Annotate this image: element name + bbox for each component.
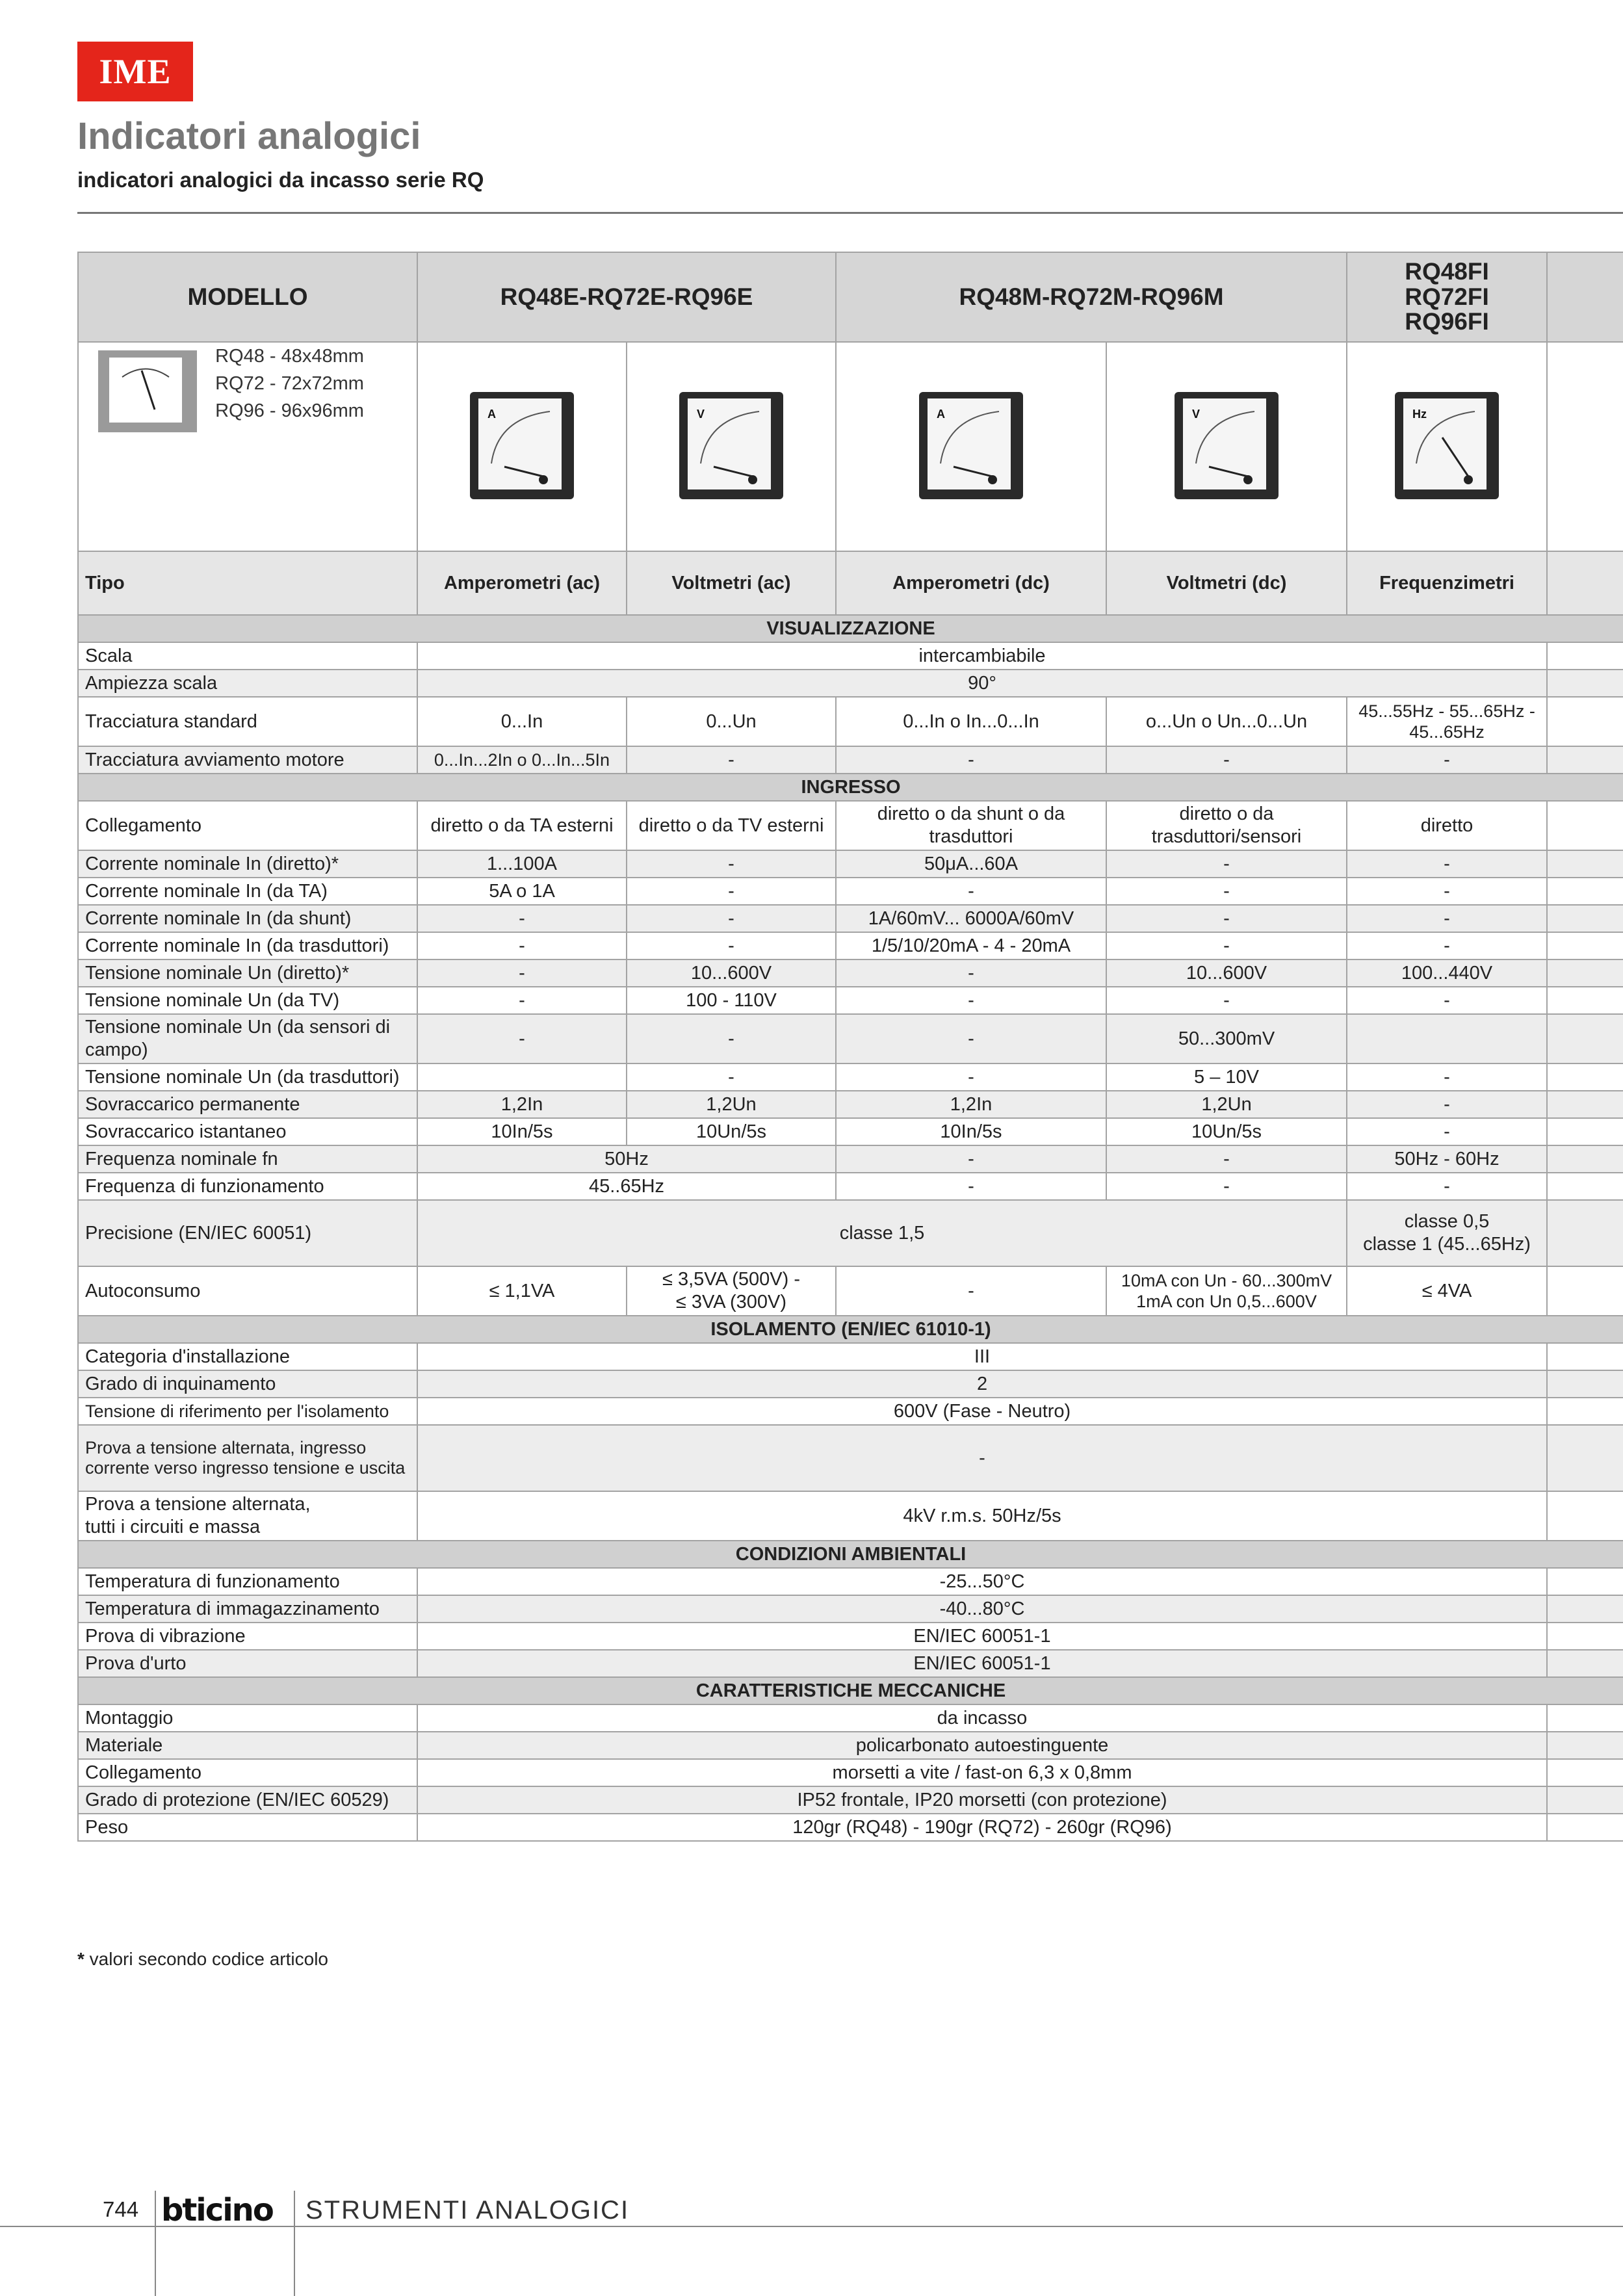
- empty-cell: [1547, 959, 1623, 987]
- ime-logo: IME: [77, 42, 193, 101]
- table-row: [78, 1370, 1623, 1398]
- section-title: CARATTERISTICHE MECCANICHE: [78, 1677, 1623, 1704]
- row-value: -: [417, 905, 627, 932]
- row-value: -: [1347, 1091, 1547, 1118]
- row-value: ≤ 1,1VA: [417, 1266, 627, 1316]
- row-label: Corrente nominale In (da shunt): [78, 905, 417, 932]
- row-value: -: [627, 878, 836, 905]
- empty-cell: [1547, 1595, 1623, 1623]
- section-title: VISUALIZZAZIONE: [78, 615, 1623, 642]
- row-label: Corrente nominale In (diretto)*: [78, 850, 417, 878]
- row-value: -: [836, 987, 1106, 1014]
- table-row: [78, 1266, 1623, 1316]
- row-value: 5A o 1A: [417, 878, 627, 905]
- empty-cell: [1547, 670, 1623, 697]
- size-rq48: RQ48 - 48x48mm: [215, 346, 364, 367]
- row-value: -: [627, 905, 836, 932]
- table-row: [78, 1063, 1623, 1091]
- row-value: -: [1347, 987, 1547, 1014]
- empty-cell: [1547, 1118, 1623, 1145]
- spec-table: [77, 252, 1623, 1842]
- row-value: da incasso: [417, 1704, 1547, 1732]
- table-row: [78, 801, 1623, 850]
- empty-cell: [1547, 1173, 1623, 1200]
- table-row: [78, 1173, 1623, 1200]
- row-value: -: [417, 959, 627, 987]
- table-row: [78, 932, 1623, 959]
- empty-cell: [1547, 1568, 1623, 1595]
- value-line: ≤ 3,5VA (500V) -: [662, 1269, 801, 1290]
- row-value: 100 - 110V: [627, 987, 836, 1014]
- table-row: [78, 1118, 1623, 1145]
- row-value: 10Un/5s: [627, 1118, 836, 1145]
- precision-line: classe 0,5: [1404, 1211, 1490, 1233]
- empty-cell: [1547, 697, 1623, 746]
- table-row: [78, 1200, 1623, 1266]
- row-value: 1...100A: [417, 850, 627, 878]
- amp-symbol: A: [487, 407, 496, 421]
- row-value: -: [627, 1063, 836, 1091]
- row-value: 10In/5s: [417, 1118, 627, 1145]
- size-cell: [78, 342, 417, 551]
- row-label: Categoria d'installazione: [78, 1343, 417, 1370]
- row-value: 0...In...2In o 0...In...5In: [417, 746, 627, 774]
- row-label: Tensione nominale Un (da trasduttori): [78, 1063, 417, 1091]
- size-rq72: RQ72 - 72x72mm: [215, 373, 364, 394]
- row-label: Tensione nominale Un (da sensori di campo): [78, 1014, 417, 1063]
- row-value: 90°: [417, 670, 1547, 697]
- empty-cell: [1547, 642, 1623, 670]
- section-title: INGRESSO: [78, 774, 1623, 801]
- empty-cell: [1547, 551, 1623, 615]
- row-value: EN/IEC 60051-1: [417, 1650, 1547, 1677]
- row-value: policarbonato autoestinguente: [417, 1732, 1547, 1759]
- row-label: Frequenza nominale fn: [78, 1145, 417, 1173]
- row-value: -: [417, 1425, 1547, 1491]
- row-label: Tracciatura avviamento motore: [78, 746, 417, 774]
- bticino-logo: bticino: [161, 2192, 273, 2228]
- table-row: [78, 1343, 1623, 1370]
- row-label: Precisione (EN/IEC 60051): [78, 1200, 417, 1266]
- section-visualizzazione: [78, 615, 1623, 642]
- amp-dc-symbol: A: [937, 407, 945, 421]
- row-value: 50Hz: [417, 1145, 836, 1173]
- row-value: EN/IEC 60051-1: [417, 1623, 1547, 1650]
- tipo-freq: Frequenzimetri: [1347, 551, 1547, 615]
- table-row: [78, 1014, 1623, 1063]
- row-value: 1,2Un: [1106, 1091, 1347, 1118]
- row-value: 10Un/5s: [1106, 1118, 1347, 1145]
- table-row: [78, 1091, 1623, 1118]
- footnote: [77, 1949, 328, 1970]
- empty-cell: [1547, 1398, 1623, 1425]
- row-value: 5 – 10V: [1106, 1063, 1347, 1091]
- row-value: 120gr (RQ48) - 190gr (RQ72) - 260gr (RQ96): [417, 1814, 1547, 1841]
- row-label: Sovraccarico permanente: [78, 1091, 417, 1118]
- row-value: diretto o da shunt o da trasduttori: [836, 801, 1106, 850]
- row-value: -: [417, 987, 627, 1014]
- row-value: 1,2In: [417, 1091, 627, 1118]
- page-subtitle: indicatori analogici da incasso serie RQ: [77, 168, 484, 192]
- meter-image-ac-amp: [417, 342, 627, 551]
- empty-header-cell: [1547, 252, 1623, 342]
- row-value: 1,2Un: [627, 1091, 836, 1118]
- row-value: 45..65Hz: [417, 1173, 836, 1200]
- table-row: [78, 1491, 1623, 1541]
- empty-cell: [1547, 1786, 1623, 1814]
- row-value: III: [417, 1343, 1547, 1370]
- empty-cell: [1547, 1091, 1623, 1118]
- empty-cell: [1547, 1343, 1623, 1370]
- row-value: -25...50°C: [417, 1568, 1547, 1595]
- tipo-dc-amp: Amperometri (dc): [836, 551, 1106, 615]
- empty-cell: [1547, 850, 1623, 878]
- row-label: Peso: [78, 1814, 417, 1841]
- row-label: Collegamento: [78, 801, 417, 850]
- row-label: Tensione di riferimento per l'isolamento: [78, 1398, 417, 1425]
- table-row: [78, 1595, 1623, 1623]
- section-isolamento: [78, 1316, 1623, 1343]
- row-value: 10In/5s: [836, 1118, 1106, 1145]
- row-value: -: [417, 1014, 627, 1063]
- model-label: MODELLO: [78, 252, 417, 342]
- row-label: Materiale: [78, 1732, 417, 1759]
- header-row: [78, 252, 1623, 342]
- empty-cell: [1547, 905, 1623, 932]
- group-m-header: RQ48M-RQ72M-RQ96M: [836, 252, 1347, 342]
- row-value: -: [1106, 932, 1347, 959]
- row-value: 2: [417, 1370, 1547, 1398]
- row-value: morsetti a vite / fast-on 6,3 x 0,8mm: [417, 1759, 1547, 1786]
- group-fi-header: [1347, 252, 1547, 342]
- row-value: 50...300mV: [1106, 1014, 1347, 1063]
- row-label: Sovraccarico istantaneo: [78, 1118, 417, 1145]
- row-label: Ampiezza scala: [78, 670, 417, 697]
- row-label: Tracciatura standard: [78, 697, 417, 746]
- row-value: -: [1106, 878, 1347, 905]
- value-line: 1mA con Un 0,5...600V: [1136, 1292, 1317, 1311]
- table-row: [78, 1814, 1623, 1841]
- empty-cell: [1547, 1491, 1623, 1541]
- table-row: [78, 987, 1623, 1014]
- meter-thumbnail-icon: [98, 350, 197, 432]
- tipo-ac-volt: Voltmetri (ac): [627, 551, 836, 615]
- table-row: [78, 1759, 1623, 1786]
- row-value: 0...In: [417, 697, 627, 746]
- row-label: Frequenza di funzionamento: [78, 1173, 417, 1200]
- fi-model-96: RQ96FI: [1405, 308, 1489, 335]
- empty-cell: [1547, 1370, 1623, 1398]
- table-row: [78, 1568, 1623, 1595]
- row-value: -: [627, 850, 836, 878]
- row-label: Prova di vibrazione: [78, 1623, 417, 1650]
- row-value: 0...In o In...0...In: [836, 697, 1106, 746]
- row-value: diretto o da trasduttori/sensori: [1106, 801, 1347, 850]
- table-row: [78, 697, 1623, 746]
- row-value: 50Hz - 60Hz: [1347, 1145, 1547, 1173]
- tipo-row: [78, 551, 1623, 615]
- meter-image-dc-volt: [1106, 342, 1347, 551]
- tipo-label: Tipo: [78, 551, 417, 615]
- empty-image-cell: [1547, 342, 1623, 551]
- table-row: [78, 1398, 1623, 1425]
- empty-cell: [1547, 1063, 1623, 1091]
- row-value: [1347, 1200, 1547, 1266]
- hz-symbol: Hz: [1412, 407, 1427, 421]
- row-value: [417, 1063, 627, 1091]
- row-value: -: [1347, 850, 1547, 878]
- footnote-text: valori secondo codice articolo: [84, 1949, 328, 1969]
- row-value: -: [1347, 932, 1547, 959]
- empty-cell: [1547, 1732, 1623, 1759]
- empty-cell: [1547, 1704, 1623, 1732]
- row-value: -: [1347, 1063, 1547, 1091]
- row-value: -: [836, 1173, 1106, 1200]
- row-label: [78, 1491, 417, 1541]
- section-meccaniche: [78, 1677, 1623, 1704]
- table-row: [78, 1732, 1623, 1759]
- empty-cell: [1547, 1145, 1623, 1173]
- empty-cell: [1547, 1266, 1623, 1316]
- row-value: -: [836, 1266, 1106, 1316]
- meter-image-freq: [1347, 342, 1547, 551]
- table-row: [78, 1623, 1623, 1650]
- page-title: Indicatori analogici: [77, 115, 421, 157]
- row-label: Tensione nominale Un (da TV): [78, 987, 417, 1014]
- row-value: 10...600V: [627, 959, 836, 987]
- tipo-dc-volt: Voltmetri (dc): [1106, 551, 1347, 615]
- row-label: Prova d'urto: [78, 1650, 417, 1677]
- empty-cell: [1547, 1014, 1623, 1063]
- footnote-star: *: [77, 1949, 84, 1969]
- precision-line: classe 1 (45...65Hz): [1363, 1234, 1531, 1255]
- row-value: 45...55Hz - 55...65Hz - 45...65Hz: [1347, 697, 1547, 746]
- row-value: -: [1347, 878, 1547, 905]
- empty-cell: [1547, 801, 1623, 850]
- row-value: IP52 frontale, IP20 morsetti (con protezione): [417, 1786, 1547, 1814]
- row-value: [1106, 1266, 1347, 1316]
- tipo-ac-amp: Amperometri (ac): [417, 551, 627, 615]
- row-label: Grado di protezione (EN/IEC 60529): [78, 1786, 417, 1814]
- table-row: [78, 1786, 1623, 1814]
- row-value: diretto o da TA esterni: [417, 801, 627, 850]
- row-value: -: [836, 959, 1106, 987]
- row-label: Scala: [78, 642, 417, 670]
- row-label: Temperatura di funzionamento: [78, 1568, 417, 1595]
- group-e-header: RQ48E-RQ72E-RQ96E: [417, 252, 836, 342]
- volt-dc-symbol: V: [1192, 407, 1201, 421]
- row-value: 0...Un: [627, 697, 836, 746]
- row-value: -: [836, 746, 1106, 774]
- row-label: Corrente nominale In (da TA): [78, 878, 417, 905]
- row-value: diretto: [1347, 801, 1547, 850]
- table-row: [78, 1704, 1623, 1732]
- empty-cell: [1547, 1814, 1623, 1841]
- empty-cell: [1547, 987, 1623, 1014]
- section-ingresso: [78, 774, 1623, 801]
- table-row: [78, 850, 1623, 878]
- row-value: classe 1,5: [417, 1200, 1347, 1266]
- row-value: -: [1347, 746, 1547, 774]
- table-row: [78, 959, 1623, 987]
- image-row: [78, 342, 1623, 551]
- row-value: o...Un o Un...0...Un: [1106, 697, 1347, 746]
- table-row: [78, 905, 1623, 932]
- row-value: -: [1106, 905, 1347, 932]
- row-label: Tensione nominale Un (diretto)*: [78, 959, 417, 987]
- row-label: Prova a tensione alternata, ingresso corrente verso ingresso tensione e uscita: [78, 1425, 417, 1491]
- fi-model-72: RQ72FI: [1405, 283, 1489, 310]
- empty-cell: [1547, 1200, 1623, 1266]
- row-value: -: [1106, 746, 1347, 774]
- row-value: -: [1106, 987, 1347, 1014]
- row-value: intercambiabile: [417, 642, 1547, 670]
- row-value: 10...600V: [1106, 959, 1347, 987]
- table-row: [78, 1145, 1623, 1173]
- table-row: [78, 1425, 1623, 1491]
- empty-cell: [1547, 1759, 1623, 1786]
- empty-cell: [1547, 1650, 1623, 1677]
- row-value: -40...80°C: [417, 1595, 1547, 1623]
- row-value: ≤ 4VA: [1347, 1266, 1547, 1316]
- row-value: 1/5/10/20mA - 4 - 20mA: [836, 932, 1106, 959]
- row-value: -: [1106, 850, 1347, 878]
- row-value: -: [627, 1014, 836, 1063]
- empty-cell: [1547, 1623, 1623, 1650]
- meter-image-ac-volt: [627, 342, 836, 551]
- table-row: [78, 746, 1623, 774]
- row-value: 50μA...60A: [836, 850, 1106, 878]
- empty-cell: [1547, 878, 1623, 905]
- row-value: [1347, 1014, 1547, 1063]
- row-value: -: [836, 1145, 1106, 1173]
- page-number: 744: [103, 2197, 139, 2221]
- row-value: diretto o da TV esterni: [627, 801, 836, 850]
- row-label: Collegamento: [78, 1759, 417, 1786]
- row-label: Temperatura di immagazzinamento: [78, 1595, 417, 1623]
- value-line: ≤ 3VA (300V): [675, 1292, 787, 1312]
- row-label: Grado di inquinamento: [78, 1370, 417, 1398]
- empty-cell: [1547, 1425, 1623, 1491]
- volt-symbol: V: [697, 407, 705, 421]
- section-condizioni: [78, 1541, 1623, 1568]
- label-line: tutti i circuiti e massa: [85, 1517, 261, 1537]
- table-row: [78, 878, 1623, 905]
- row-value: -: [1347, 1173, 1547, 1200]
- section-title: ISOLAMENTO (EN/IEC 61010-1): [78, 1316, 1623, 1343]
- row-label: Autoconsumo: [78, 1266, 417, 1316]
- row-value: -: [1347, 1118, 1547, 1145]
- meter-image-dc-amp: [836, 342, 1106, 551]
- value-line: 10mA con Un - 60...300mV: [1121, 1270, 1332, 1290]
- row-value: 600V (Fase - Neutro): [417, 1398, 1547, 1425]
- footer-section-name: STRUMENTI ANALOGICI: [305, 2196, 630, 2224]
- row-value: 4kV r.m.s. 50Hz/5s: [417, 1491, 1547, 1541]
- label-line: Prova a tensione alternata,: [85, 1494, 311, 1515]
- row-value: -: [1347, 905, 1547, 932]
- row-value: -: [417, 932, 627, 959]
- size-rq96: RQ96 - 96x96mm: [215, 400, 364, 421]
- row-label: Corrente nominale In (da trasduttori): [78, 932, 417, 959]
- row-value: -: [836, 878, 1106, 905]
- header-divider: [77, 212, 1623, 214]
- section-title: CONDIZIONI AMBIENTALI: [78, 1541, 1623, 1568]
- empty-cell: [1547, 746, 1623, 774]
- row-value: 1A/60mV... 6000A/60mV: [836, 905, 1106, 932]
- table-row: [78, 670, 1623, 697]
- row-value: 1,2In: [836, 1091, 1106, 1118]
- row-value: -: [1106, 1145, 1347, 1173]
- empty-cell: [1547, 932, 1623, 959]
- table-row: [78, 1650, 1623, 1677]
- row-value: 100...440V: [1347, 959, 1547, 987]
- row-value: -: [627, 932, 836, 959]
- footer-separator: [294, 2191, 295, 2296]
- fi-model-48: RQ48FI: [1405, 257, 1489, 285]
- row-value: [627, 1266, 836, 1316]
- row-value: -: [836, 1063, 1106, 1091]
- row-value: -: [836, 1014, 1106, 1063]
- table-row: [78, 642, 1623, 670]
- row-value: -: [1106, 1173, 1347, 1200]
- row-value: -: [627, 746, 836, 774]
- footer-separator: [155, 2191, 156, 2296]
- row-label: Montaggio: [78, 1704, 417, 1732]
